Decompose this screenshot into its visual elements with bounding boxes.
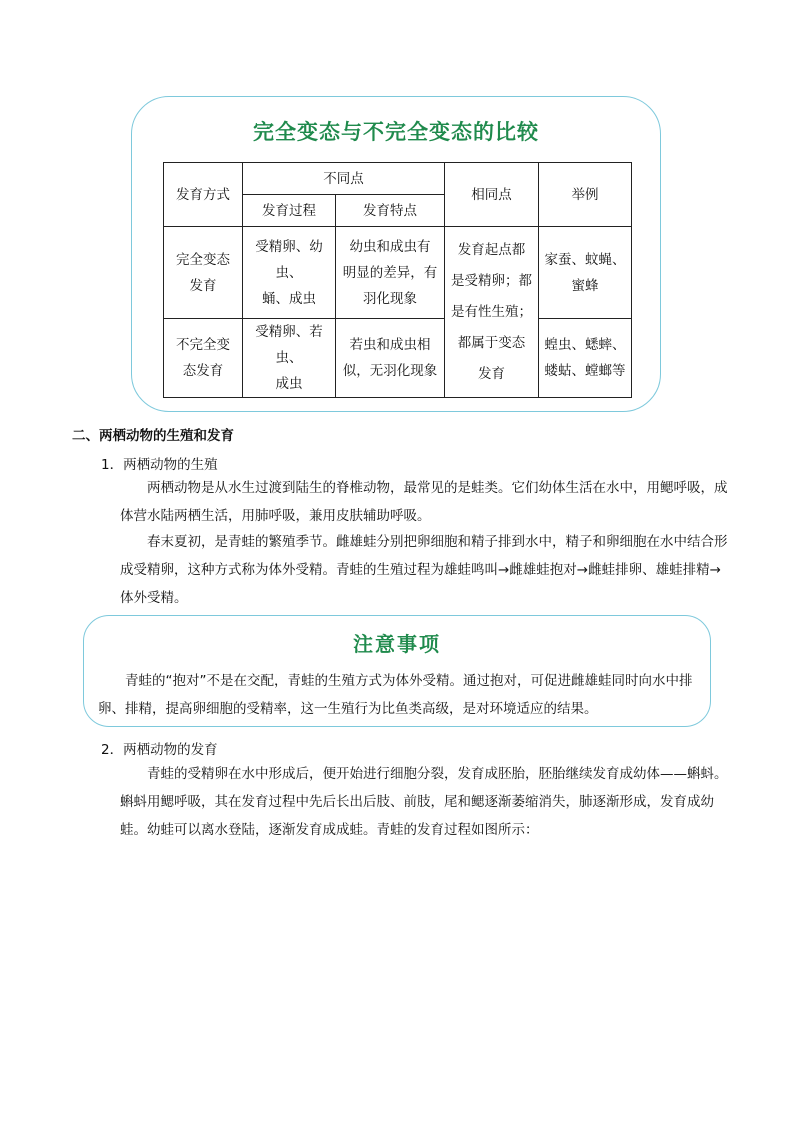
header-difference: 不同点 xyxy=(243,163,445,195)
comparison-title: 完全变态与不完全变态的比较 xyxy=(253,119,539,144)
cell-process: 受精卵、幼虫、 蛹、成虫 xyxy=(243,227,336,319)
cell-method: 不完全变 态发育 xyxy=(164,319,243,398)
paragraph-frog-development: 青蛙的受精卵在水中形成后，便开始进行细胞分裂，发育成胚胎，胚胎继续发育成幼体——蝌蚪。蝌蚪用鳃呼吸，其在发育过程中先后长出后肢、前肢，尾和鳃逐渐萎缩消失，肺逐渐形成，发育成幼蛙。幼蛙可以离水登陆，逐渐发育成成蛙。青蛙的发育过程如图所示： xyxy=(120,766,728,838)
cell-method: 完全变态 发育 xyxy=(164,227,243,319)
note-text: 青蛙的“抱对”不是在交配，青蛙的生殖方式为体外受精。通过抱对，可促进雌雄蛙同时向水中排卵、排精，提高卵细胞的受精率，这一生殖行为比鱼类高级，是对环境适应的结果。 xyxy=(98,673,693,717)
cell-feature: 若虫和成虫相 似，无羽化现象 xyxy=(336,319,445,398)
header-method: 发育方式 xyxy=(164,163,243,227)
subheading-reproduction: 1．两栖动物的生殖 xyxy=(101,457,218,473)
header-process: 发育过程 xyxy=(243,195,336,227)
cell-example: 家蚕、蚊蝇、 蜜蜂 xyxy=(539,227,632,319)
subheading-development: 2．两栖动物的发育 xyxy=(101,742,218,758)
cell-process: 受精卵、若虫、 成虫 xyxy=(243,319,336,398)
paragraph-amphibian-intro: 两栖动物是从水生过渡到陆生的脊椎动物，最常见的是蛙类。它们幼体生活在水中，用鳃呼吸，成体营水陆两栖生活，用肺呼吸，兼用皮肤辅助呼吸。 xyxy=(120,480,728,524)
section-heading: 二、两栖动物的生殖和发育 xyxy=(72,428,234,444)
cell-feature: 幼虫和成虫有 明显的差异，有 羽化现象 xyxy=(336,227,445,319)
note-title: 注意事项 xyxy=(353,632,441,656)
cell-similarity: 发育起点都 是受精卵；都 是有性生殖； 都属于变态 发育 xyxy=(445,227,539,398)
table-row xyxy=(164,227,632,319)
header-feature: 发育特点 xyxy=(336,195,445,227)
paragraph-frog-breeding: 春末夏初，是青蛙的繁殖季节。雌雄蛙分别把卵细胞和精子排到水中，精子和卵细胞在水中结合形成受精卵，这种方式称为体外受精。青蛙的生殖过程为雄蛙鸣叫→雌雄蛙抱对→雌蛙排卵、雄蛙排精→体外受精。 xyxy=(120,534,728,606)
table-row xyxy=(164,319,632,398)
comparison-table xyxy=(163,162,632,398)
header-example: 举例 xyxy=(539,163,632,227)
cell-example: 蝗虫、蟋蟀、 蝼蛄、螳螂等 xyxy=(539,319,632,398)
header-similarity: 相同点 xyxy=(445,163,539,227)
